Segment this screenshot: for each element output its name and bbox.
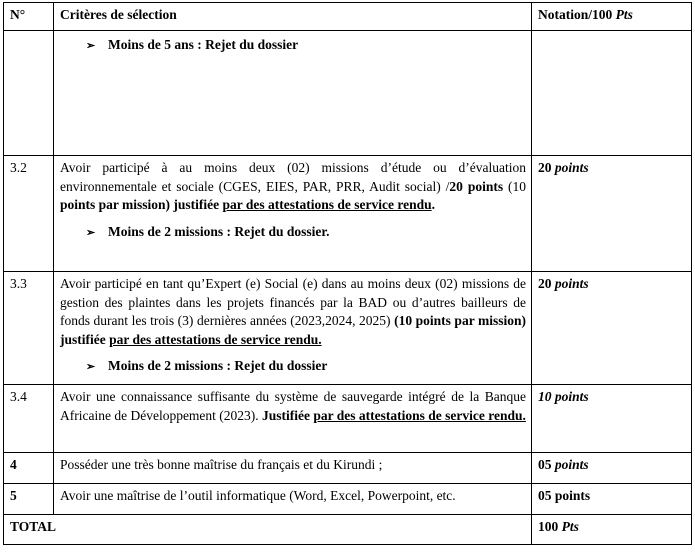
row-criteria: Posséder une très bonne maîtrise du français et du Kirundi ; <box>54 453 532 484</box>
table-row <box>4 484 692 515</box>
total-row <box>4 515 692 545</box>
row-criteria <box>54 272 532 385</box>
table-row <box>4 453 692 484</box>
total-label: TOTAL <box>4 515 532 545</box>
row-num <box>4 31 54 156</box>
arrowhead-bullet-icon: ➢ <box>86 40 96 52</box>
header-criteria: Critères de sélection <box>54 3 532 31</box>
row-num: 5 <box>4 484 54 515</box>
row-num: 4 <box>4 453 54 484</box>
row-num: 3.4 <box>4 385 54 453</box>
row-criteria <box>54 31 532 156</box>
row-score <box>532 31 692 156</box>
rejection-rule: ➢ Moins de 2 missions : Rejet du dossier. <box>86 223 526 243</box>
rejection-rule: ➢ Moins de 2 missions : Rejet du dossier <box>86 357 526 377</box>
table-row <box>4 385 692 453</box>
table-row <box>4 31 692 156</box>
header-num: N° <box>4 3 54 31</box>
criterion-text: Avoir participé en tant qu’Expert (e) Social (e) dans au moins deux (02) missions de gestion des plaintes dans les projets financés par la BAD ou d’autres bailleurs de fonds durant les trois (3) dernières années (2023,2024, 2025) (10 points par mission) justifiée par des attestations de service rendu. <box>60 276 526 347</box>
row-score: 05 points <box>532 484 692 515</box>
row-criteria <box>54 385 532 453</box>
table-row <box>4 272 692 385</box>
header-notation: Notation/100 Pts <box>532 3 692 31</box>
row-num: 3.3 <box>4 272 54 385</box>
arrowhead-bullet-icon: ➢ <box>86 226 96 239</box>
header-row <box>4 3 692 31</box>
arrowhead-bullet-icon: ➢ <box>86 361 96 373</box>
row-score: 10 points <box>532 385 692 453</box>
table-row <box>4 156 692 272</box>
row-score: 20 points <box>532 156 692 272</box>
criterion-text: Avoir participé à au moins deux (02) missions d’étude ou d’évaluation environnementale et sociale (CGES, EIES, PAR, PRR, Audit social) /20 points (10 points par mission) justifiée par des attestations de service rendu. <box>60 160 526 212</box>
rejection-rule: ➢ Moins de 5 ans : Rejet du dossier <box>86 36 526 56</box>
criteria-table <box>3 2 692 545</box>
row-score: 20 points <box>532 272 692 385</box>
row-num: 3.2 <box>4 156 54 272</box>
criterion-text: Avoir une connaissance suffisante du système de sauvegarde intégré de la Banque Africaine de Développement (2023). Justifiée par des attestations de service rendu. <box>60 389 526 423</box>
row-score: 05 points <box>532 453 692 484</box>
row-criteria: Avoir une maîtrise de l’outil informatique (Word, Excel, Powerpoint, etc. <box>54 484 532 515</box>
total-score: 100 Pts <box>532 515 692 545</box>
row-criteria <box>54 156 532 272</box>
